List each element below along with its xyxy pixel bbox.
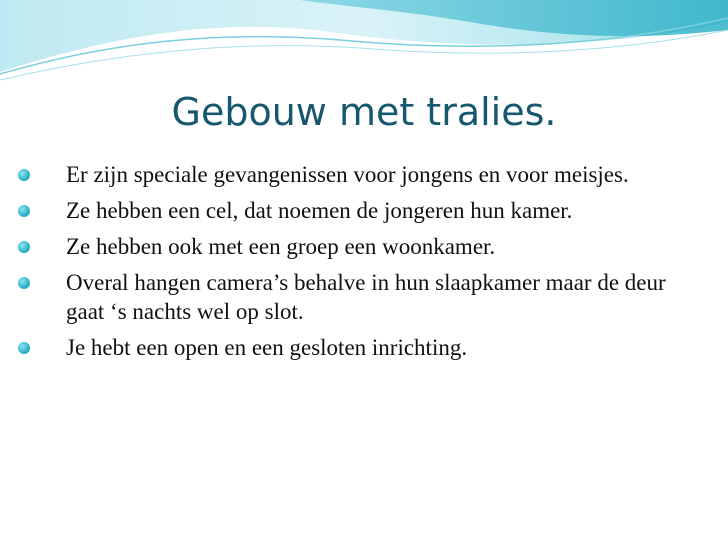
bullet-item	[14, 333, 694, 362]
bullet-dot-icon	[18, 205, 30, 217]
bullet-dot-icon	[18, 342, 30, 354]
header-wave-decoration	[0, 0, 728, 90]
bullet-text: Ze hebben ook met een groep een woonkamer.	[66, 234, 496, 259]
bullet-dot-icon	[18, 241, 30, 253]
bullet-text: Je hebt een open en een gesloten inrichting.	[66, 335, 468, 360]
bullet-text: Overal hangen camera’s behalve in hun slaapkamer maar de deur gaat ‘s nachts wel op slot.	[66, 270, 666, 324]
bullet-item	[14, 232, 694, 261]
bullet-text: Ze hebben een cel, dat noemen de jongeren hun kamer.	[66, 198, 573, 223]
bullet-list	[14, 160, 694, 369]
bullet-item	[14, 196, 694, 225]
slide-title: Gebouw met tralies.	[171, 90, 557, 134]
bullet-text: Er zijn speciale gevangenissen voor jongens en voor meisjes.	[66, 162, 629, 187]
bullet-item	[14, 160, 694, 189]
bullet-item	[14, 268, 694, 326]
bullet-dot-icon	[18, 277, 30, 289]
bullet-dot-icon	[18, 169, 30, 181]
